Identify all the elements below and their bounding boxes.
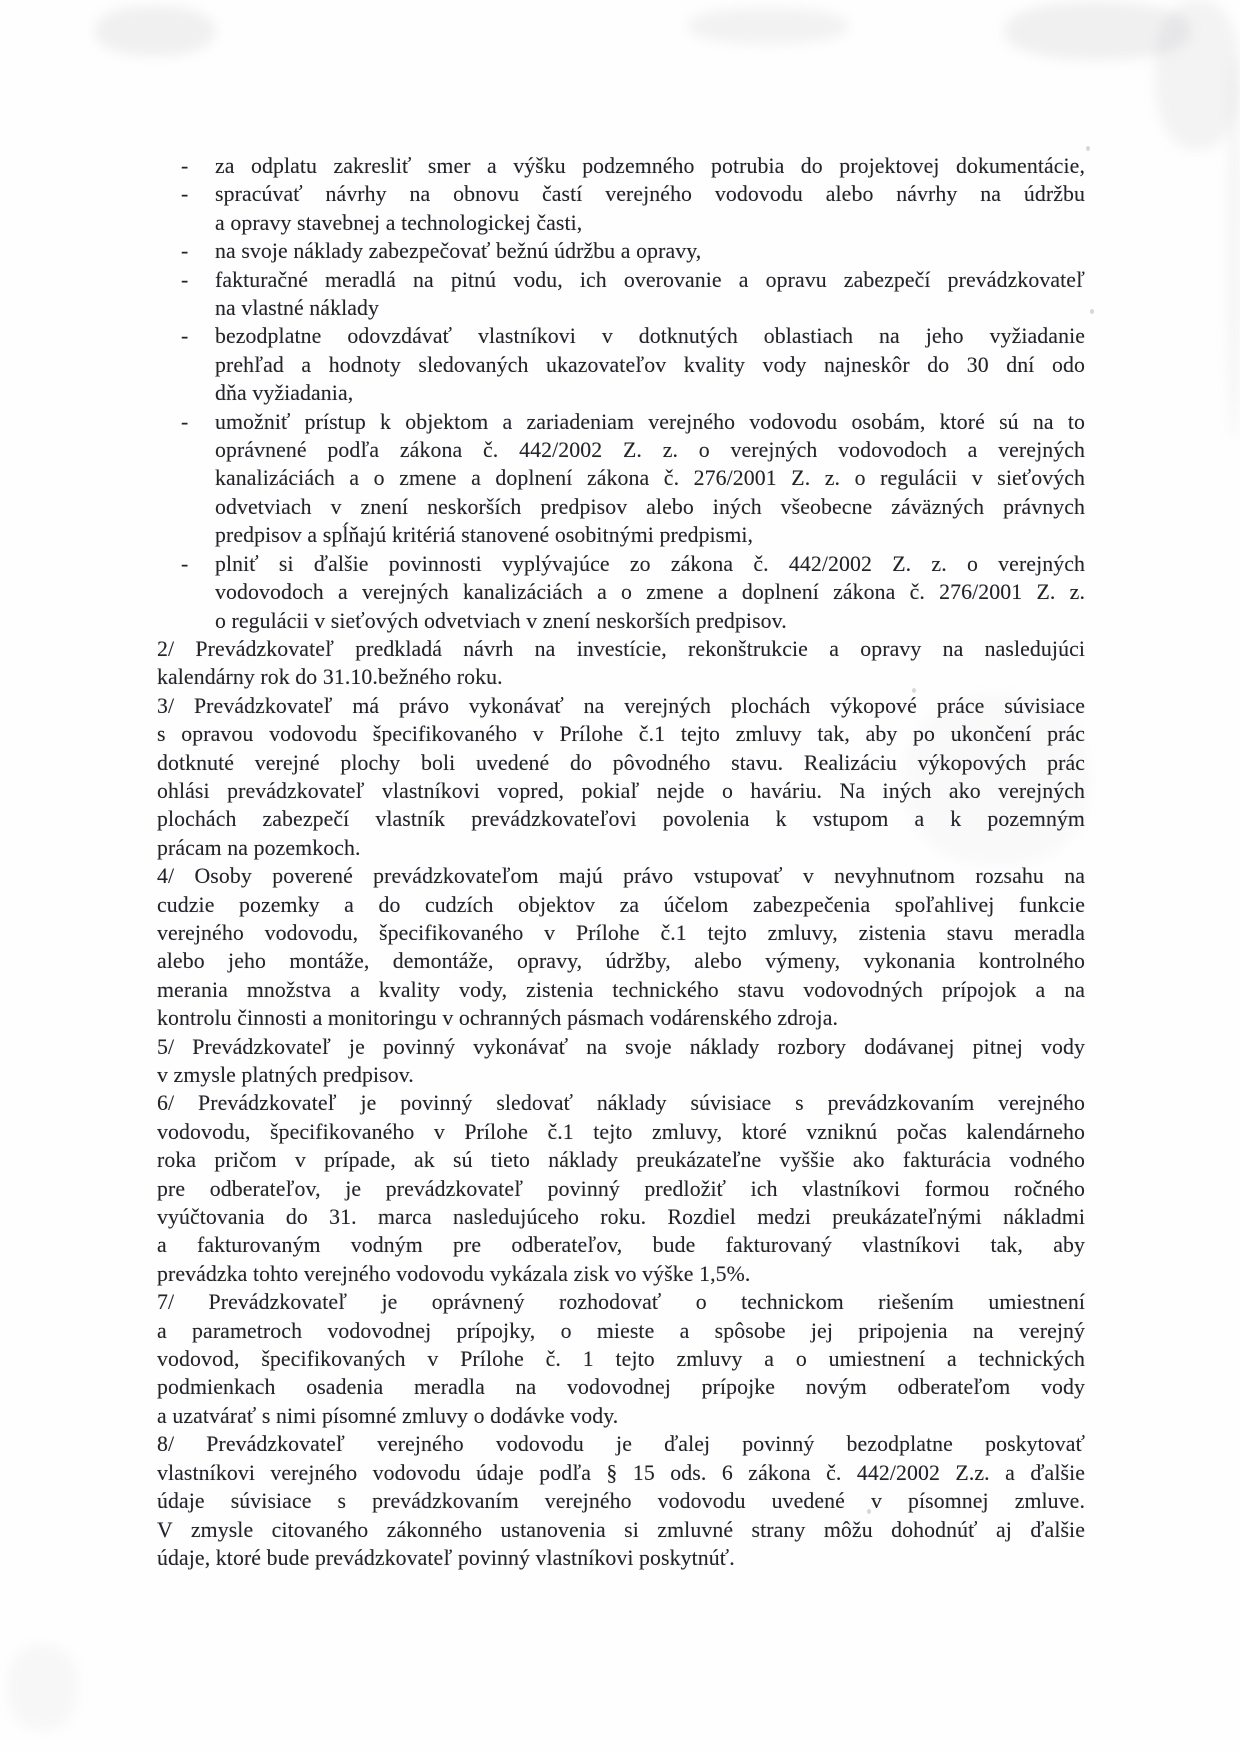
- text-line: a fakturovaným vodným pre odberateľov, bude fakturovaný vlastníkovi tak, aby: [157, 1233, 1085, 1258]
- text-line: 8/ Prevádzkovateľ verejného vodovodu je ďalej povinný bezodplatne poskytovať: [157, 1432, 1085, 1457]
- numbered-paragraph: [157, 1089, 1085, 1288]
- text-line: alebo jeho montáže, demontáže, opravy, údržby, alebo výmeny, vykonania kontrolného: [157, 949, 1085, 974]
- text-line: prehľad a hodnoty sledovaných ukazovateľov kvality vody najneskôr do 30 dní odo: [215, 352, 1085, 377]
- bullet-item: [157, 266, 1085, 323]
- scan-smudge: [688, 8, 848, 44]
- text-line: prácam na pozemkoch.: [157, 835, 361, 860]
- text-line: predpisov a spĺňajú kritériá stanovené osobitnými predpismi,: [215, 523, 754, 548]
- text-line: 4/ Osoby poverené prevádzkovateľom majú právo vstupovať v nevyhnutnom rozsahu na: [157, 864, 1085, 889]
- text-line: v zmysle platných predpisov.: [157, 1063, 414, 1087]
- text-line: V zmysle citovaného zákonného ustanovenia si zmluvné strany môžu dohodnúť aj ďalšie: [157, 1517, 1085, 1542]
- text-line: údaje súvisiace s prevádzkovaním verejného vodovodu uvedené v písomnej zmluve.: [157, 1489, 1085, 1514]
- text-line: oprávnené podľa zákona č. 442/2002 Z. z. o verejných vodovodoch a verejných: [215, 438, 1085, 463]
- bullet-item: [157, 180, 1085, 237]
- text-line: prevádzka tohto verejného vodovodu vykázala zisk vo výške 1,5%.: [157, 1261, 751, 1286]
- text-line: kalendárny rok do 31.10.bežného roku.: [157, 665, 503, 690]
- bullet-dash-icon: -: [181, 551, 189, 576]
- text-line: 2/ Prevádzkovateľ predkladá návrh na investície, rekonštrukcie a opravy na nasledujúci: [157, 636, 1085, 661]
- bullet-item: [157, 408, 1085, 550]
- text-line: odvetviach v znení neskorších predpisov alebo iných všeobecne záväzných právnych: [215, 494, 1085, 519]
- scan-smudge: [1005, 2, 1190, 60]
- text-line: o regulácii v sieťových odvetviach v znení neskorších predpisov.: [215, 608, 787, 633]
- numbered-paragraph: [157, 635, 1085, 692]
- scan-smudge: [8, 1645, 78, 1730]
- text-line: umožniť prístup k objektom a zariadeniam verejného vodovodu osobám, ktoré sú na to: [215, 409, 1085, 434]
- bullet-dash-icon: -: [181, 182, 189, 207]
- text-line: plniť si ďalšie povinnosti vyplývajúce zo zákona č. 442/2002 Z. z. o verejných: [215, 551, 1085, 576]
- text-line: s opravou vodovodu špecifikovaného v Prílohe č.1 tejto zmluvy tak, aby po ukončení prác: [157, 722, 1085, 747]
- bullet-dash-icon: -: [181, 409, 189, 434]
- scan-speck: [1086, 146, 1090, 151]
- text-line: 7/ Prevádzkovateľ je oprávnený rozhodovať o technickom riešením umiestnení: [157, 1290, 1085, 1315]
- text-line: dotknuté verejné plochy boli uvedené do pôvodného stavu. Realizáciu výkopových prác: [157, 750, 1085, 775]
- numbered-paragraph: [157, 692, 1085, 862]
- bullet-item: [157, 322, 1085, 407]
- scan-smudge: [95, 6, 215, 56]
- text-line: plochách zabezpečí vlastník prevádzkovateľovi povolenia k vstupom a k pozemným: [157, 807, 1085, 832]
- text-line: bezodplatne odovzdávať vlastníkovi v dotknutých oblastiach na jeho vyžiadanie: [215, 324, 1085, 349]
- text-line: spracúvať návrhy na obnovu častí verejného vodovodu alebo návrhy na údržbu: [215, 182, 1085, 207]
- scan-speck: [1090, 309, 1094, 314]
- document-text: [157, 152, 1085, 1572]
- text-line: údaje, ktoré bude prevádzkovateľ povinný vlastníkovi poskytnúť.: [157, 1545, 735, 1570]
- bullet-item: [157, 237, 1085, 265]
- text-line: cudzie pozemky a do cudzích objektov za účelom zabezpečenia spoľahlivej funkcie: [157, 892, 1085, 917]
- text-line: vyúčtovania do 31. marca nasledujúceho roku. Rozdiel medzi preukázateľnými nákladmi: [157, 1205, 1085, 1230]
- text-line: za odplatu zakresliť smer a výšku podzemného potrubia do projektovej dokumentácie,: [215, 154, 1085, 178]
- numbered-paragraph: [157, 1033, 1085, 1090]
- scan-smudge: [1228, 60, 1240, 440]
- text-line: 5/ Prevádzkovateľ je povinný vykonávať na svoje náklady rozbory dodávanej pitnej vody: [157, 1034, 1085, 1059]
- text-line: vodovodu, špecifikovaného v Prílohe č.1 tejto zmluvy, ktoré vzniknú počas kalendárneho: [157, 1119, 1085, 1144]
- text-line: a opravy stavebnej a technologickej časti,: [215, 210, 583, 235]
- text-line: fakturačné meradlá na pitnú vodu, ich overovanie a opravu zabezpečí prevádzkovateľ: [215, 267, 1085, 292]
- text-line: merania množstva a kvality vody, zistenia technického stavu vodovodných prípojok a na: [157, 977, 1085, 1002]
- text-line: 3/ Prevádzkovateľ má právo vykonávať na verejných plochách výkopové práce súvisiace: [157, 693, 1085, 718]
- bullet-dash-icon: -: [181, 324, 189, 349]
- text-line: verejného vodovodu, špecifikovaného v Prílohe č.1 tejto zmluvy, zistenia stavu meradla: [157, 920, 1085, 945]
- text-line: na svoje náklady zabezpečovať bežnú údržbu a opravy,: [215, 239, 702, 264]
- text-line: dňa vyžiadania,: [215, 381, 354, 406]
- bullet-dash-icon: -: [181, 267, 189, 292]
- text-line: ohlási prevádzkovateľ vlastníkovi vopred, pokiaľ nejde o haváriu. Na iných ako verejných: [157, 778, 1085, 803]
- text-line: vodovodoch a verejných kanalizáciách a o zmene a doplnení zákona č. 276/2001 Z. z.: [215, 580, 1085, 605]
- text-line: a uzatvárať s nimi písomné zmluvy o dodávke vody.: [157, 1403, 619, 1428]
- text-line: a parametroch vodovodnej prípojky, o mieste a spôsobe jej pripojenia na verejný: [157, 1318, 1085, 1343]
- text-line: na vlastné náklady: [215, 296, 380, 321]
- numbered-paragraph: [157, 1288, 1085, 1430]
- text-line: kontrolu činnosti a monitoringu v ochranných pásmach vodárenského zdroja.: [157, 1006, 839, 1031]
- text-line: podmienkach osadenia meradla na vodovodnej prípojke novým odberateľom vody: [157, 1375, 1085, 1400]
- bullet-item: [157, 152, 1085, 180]
- text-line: roka pričom v prípade, ak sú tieto náklady preukázateľne vyššie ako fakturácia vodného: [157, 1148, 1085, 1173]
- bullet-item: [157, 550, 1085, 635]
- text-line: pre odberateľov, je prevádzkovateľ povinný predložiť ich vlastníkovi formou ročného: [157, 1176, 1085, 1201]
- text-line: vlastníkovi verejného vodovodu údaje podľa § 15 ods. 6 zákona č. 442/2002 Z.z. a ďalšie: [157, 1460, 1085, 1485]
- scan-smudge: [1155, 0, 1240, 150]
- numbered-paragraph: [157, 862, 1085, 1032]
- text-line: 6/ Prevádzkovateľ je povinný sledovať náklady súvisiace s prevádzkovaním verejného: [157, 1091, 1085, 1116]
- bullet-dash-icon: -: [181, 239, 189, 264]
- text-line: kanalizáciách a o zmene a doplnení zákona č. 276/2001 Z. z. o regulácii v sieťových: [215, 466, 1085, 491]
- numbered-paragraph: [157, 1430, 1085, 1572]
- bullet-dash-icon: -: [181, 154, 189, 178]
- text-line: vodovod, špecifikovaných v Prílohe č. 1 tejto zmluvy a o umiestnení a technických: [157, 1347, 1085, 1372]
